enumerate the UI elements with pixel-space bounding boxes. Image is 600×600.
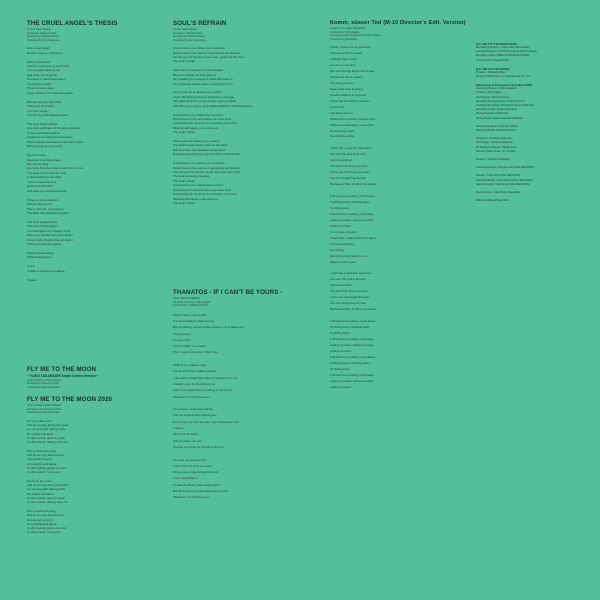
song-title: THANATOS - IF I CAN'T BE YOURS - — [173, 289, 283, 296]
credits-block-fly-2020: [FLY ME TO THE MOON 2020] Recorded & Mixed by: Koichi Hara (Hara Studio) Assistant Engineer: Kentaro Kamakura (Hitokuchizaka) Recording Studio: HIBIKI STUDIOS/NSSTUDIO Vocal Director: Masaya Hotta — [476, 42, 538, 62]
song-credits: Lyrics & Music by Bart Howard Arranged by Toshiyuki Omori Translated by Dan Kanemitsu — [27, 378, 61, 389]
credits-block-producer: Producer: Yoshihiro Koshimizu — [476, 158, 510, 162]
song-lyrics: Fly me to the moon And let me play among the stars Let me see what Spring is like On Jupiter and Mars In other words, hold my hand! In other words, darling, kiss me! Fill my heart with song And let me sing forevermore You are all I long for All I worship and adore In other words, please be true! In other words, I love you! Fly me to the moon And let me play among the stars Let me see what Spring is like On Jupiter and Mars In other words, hold my hand! In other words, darling, kiss me! Fill my heart with song And let me sing forevermore You are all I long for All I worship and adore In other words, please be true! In other words, I love you! — [27, 418, 69, 535]
song-credits: Lyrics: BRIAN LIEBERG Composer/Arranger: Shiro Sagisu Performed by LOREN & MASH — [173, 297, 211, 308]
song-title: FLY ME TO THE MOON — [27, 366, 97, 373]
song-fly-me-to-the-moon — [27, 366, 163, 389]
song-lyrics: Come back to me, follow your memories Return back to the source of gentleness and dreams So that you can be born once more, guided by the stars The soul's refrain Soon skin, enveloped in a blue shadow Blooming silently, as time goes by As if seeking for answers of where life leads to Your fingertips wander about, searching for me Let my fate, be embraced one another You're like flowing streams dreaming a passage You will hold all the sound of hope upon my heart And then your're gone, your palace letterform vanishing above Come back to me, bathed and and hum Return back to the land where you once lived Come back into my arms, to encounter once more Miracles will happen, over and over The soul's refrain When eyes are looked up in a prayer The world slowly sleeps past into the dawn But even then, the fossilized stories lived But keep searching our eternity if all my short breath Come back to me, follow your memories Return back to the source of gentleness and dreams The six much remember, so we can meet each other The quiet and early lavender The soul's refrain Come back to me, bathed and and hum Return back to the land where you once lived Come back into my arms, to encounter once more Miracles will happen, over and over The soul's refrain — [173, 46, 253, 205]
credits-block-associate: Associate Director: King Records (KING RECORDS) — [476, 166, 535, 170]
credits-block-fly: [FLY ME TO THE MOON] Producer: Toshiyuki Omori (P) & (C) 1995 khara, Inc./King Records Co., Ltd. — [476, 66, 531, 79]
song-credits: Lyrics & Music by Bart Howard Composed by Toshiyuki Omori Translated by Dan Kanemitsu — [27, 404, 61, 415]
song-cruel-angels-thesis — [27, 20, 163, 282]
song-title: THE CRUEL ANGEL'S THESIS — [27, 20, 118, 27]
song-lyrics: Like a cruel angel Become legend, young boy When a blue wind Knocks on the door to your heart You just gaze down at me And smile, oh so gently So eager to caress something You touch so softly Those innocent eyes Know nothing of the fate that awaits But one day you will realize That upon your back You have wings You can fly to the faraway future The cruel angel's thesis One day, you'll take off through a window If your overflowing pathos Leads you to betray your memories Then embrace the heavens and shine bright Become legend, young boy My crib of love Slumbers in endless sleep But one morning An envoy from the dreams will come for you The nape of your slender neck Is illuminated by moonlight I wish I could stop time, All around the world And keep you cloistered inside If there is some meaning Behind why we met Then I must be, you must be The Bible that preaches freedom The cruel angel's thesis This sorrow then begins You held tight to the shapes of life When you awoken from your dream Shine bright, brighter than all others Throw your favorite legend People create history While weaving love I can't Unable to become a goddess, *repeat — [27, 46, 84, 282]
song-lyrics: I know, I know I've let you down I've been a fool to myself I thought that I could Live for no one else But now through all the hurt & pain It's time for me to respect The ones you love Mean more than anything So with sadness in my heart I'll feel the best thing I could do Is end it all And leave forever What's done is done it feels so bad What once was happy now is sad I'll never love again My world is ending I wish that I could turn back time Cos now the guilt is all mine Can't live without The trust from those you love I know we can't forget the past You can't forget love & pride Because of that, it's kill in me inside It all returns to nothing, it all comes Tumbling down, tumbling down Tumbling down It all returns to nothing, I just keep Letting me down, letting me down Letting me down In my heart of hearts I know that I called never love again I've lost everything Everything Everything that matters to me, Matters in this world I wish that I could turn back time Cos now the guilt is all mine Can't live without The trust from those you love I know we can't forget the past You can't forget love & pride Because of that, it's kill in me inside It all returns to nothing, it just keeps Tumbling down, tumbling down, Tumbling down It all returns to nothing, I just keep Letting me down, letting me down, Letting me down It all returns to nothing, it just keeps Tumbling down, tumbling down, Tumbling down It all returns to nothing, I just keep Letting me down, letting me down, Letting me down — [330, 45, 376, 389]
song-subtitle: ~ YOKO TAKAHASHI Small Screen Version~ — [27, 373, 98, 378]
credits-block-mastering-engineer: Mastering Engineer: Tatsunori Nakata Mastering Studio: KIMURA STUDIO — [476, 124, 518, 133]
credits-block-sheet: &Sheet: KRSheetProject Film — [476, 199, 509, 203]
song-souls-refrain — [173, 20, 323, 205]
credits-block-art: Illustration: Yoshiyuki Sadamoto Title Design: Yoshiyuki Sadamoto Art Direction & Design: Hideaki Anno Special Thanks: khara, Inc. All Staff — [476, 137, 517, 153]
song-credits: Lyricist: Neko Oikawa Composer: Hidetoshi Sato Arranged by Toshiyuki Omori Translated by Dan Kanemitsu — [27, 28, 60, 42]
production-credits — [476, 42, 576, 207]
song-title: Komm, süsser Tod (M-10 Director's Edit. Version) — [330, 20, 466, 26]
song-credits: English Lyrics: Mike Wyzgowski Composition: Shiro Sagisu Arrangement and Programming: Shiro Sagisu Performed by ARIANNE — [330, 27, 381, 41]
song-thanatos — [173, 289, 323, 501]
credits-block-thanks: Special thanks: Yuka Hotta, ShaneWells — [476, 191, 521, 195]
song-komm-susser-tod — [330, 20, 470, 390]
song-fly-me-to-the-moon-2020 — [27, 396, 163, 535]
song-title: FLY ME TO THE MOON 2020 — [27, 396, 113, 403]
credits-block-mastering: [Mastering of Evangelion Shin Bun 2020] Executive Producer: Yoko Takahashi Producer: Shiro Sagisu Co-Producer: Toshiyuki Omori Recording & Programming: Toshiyuki Omori Additional Recording: Toshiyuki Omori & Koichi Hara Recording Studio: Studio Sound Dali Mixing Engineer: Koichi Hara Mixing Studio: Studio Greenbird (Saitama) — [476, 83, 535, 120]
song-lyrics: Now it's here, I feel so left I've been holding it back so long But something, strange drags inside of me is happening I may've been I've seen hell And it's makin' me scared That I may not be what I think I am While in us, what do I say Are we both from a different world I can barely breath that I take, I'll swallow it for you I couldn't care for life without you And I'm so afraid, there's nothing to comfort us What am I, if I can't be yours I don't know, don't hear nothing And my demons have all but gone Don't cover my from the pain, can't shed a tear now I repose We're not the same And it's makin' me sad One we can't buff our chords on the fire So I look, do ya know free I can't know he what you need If there was a way, through the hurt Then I would find it To take the blows, that I would fight it But this is the one, impossible dream to me What am I, if I can't be yours — [173, 312, 245, 500]
song-credits: Lyricist: Neko Oikawa Composer: Hidetoshi Sato Arranged by Toshiyuki Omori Translated by Dan Kanemitsu — [173, 28, 206, 42]
credits-block-director: Director: Yukari Mori (KING RECORDS) A&R Coordinator: Yuriko Suzuki (KING RECORDS) Sales Promotion: Kenji Endo (KING RECORDS) — [476, 174, 534, 186]
song-title: SOUL'S REFRAIN — [173, 20, 227, 27]
